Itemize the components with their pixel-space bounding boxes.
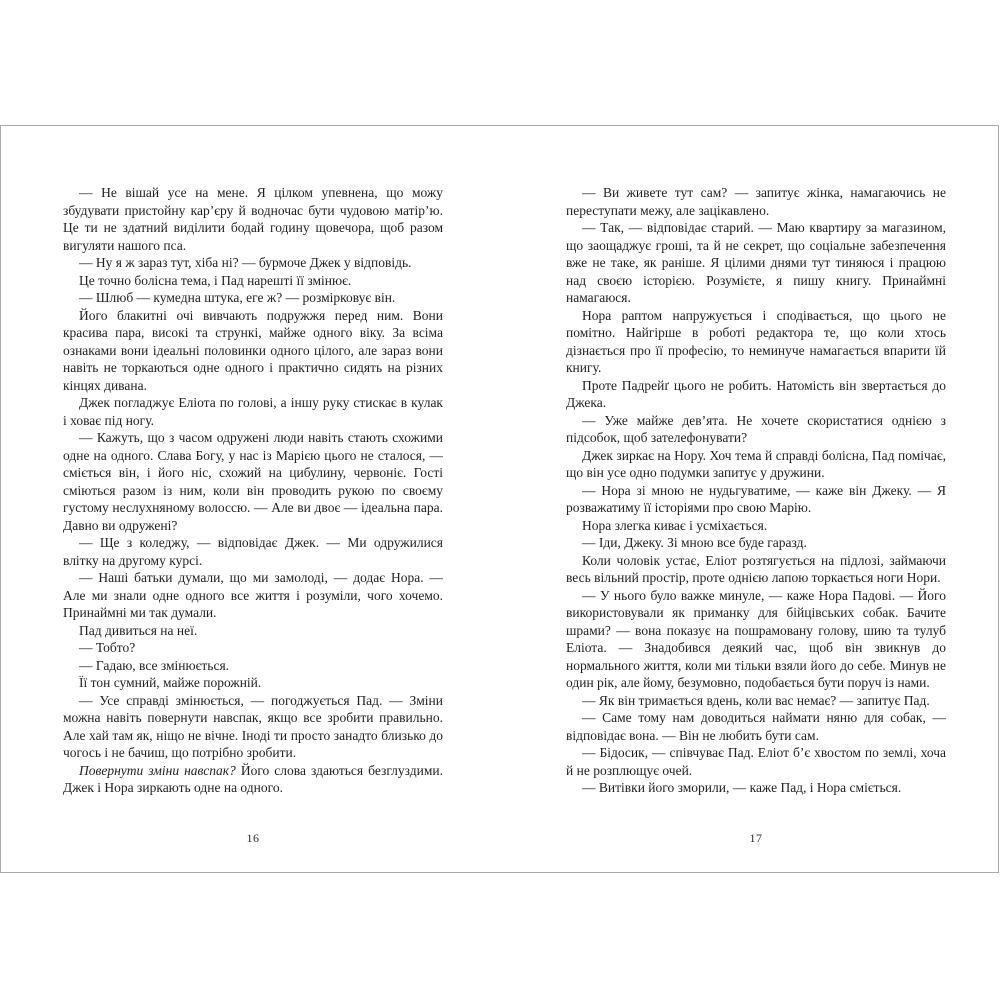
- page-left: [63, 126, 443, 872]
- paragraph: Її тон сумний, майже порожній.: [79, 675, 262, 690]
- paragraph: Проте Падрейґ цього не робить. Натомість він звертається до Джека.: [566, 377, 946, 410]
- paragraph: — Саме тому нам доводиться наймати няню для собак, — відповідає вона. — Він не любить бути сам.: [566, 710, 946, 743]
- paragraph: — Як він тримається вдень, коли вас немає? — запитує Пад.: [582, 692, 930, 708]
- paragraph: — Уже майже дев’ята. Не хочете скористатися однією з підсобок, щоб зателефонувати?: [566, 412, 946, 445]
- paragraph: — У нього було важке минуле, — каже Нора Падові. — Його використовували як приманку для бійцівських собак. Бачите шрами? — вона показує на пошрамовану голову, шию та тулуб Еліота. — Знадобився деякий час, щоб він звикнув до нормального життя, коли ми тільки взяли його до себе. Минув не один рік, але йому, безумовно, подобається бути поруч із нами.: [566, 587, 946, 690]
- paragraph: Це точно болісна тема, і Пад нарешті її змінює.: [79, 272, 352, 288]
- paragraph: — Тобто?: [79, 640, 136, 655]
- paragraph: Джек зиркає на Нору. Хоч тема й справді болісна, Пад помічає, що він усе одно подумки запитує у дружини.: [566, 447, 946, 480]
- paragraph: — Витівки його зморили, — каже Пад, і Нора сміється.: [582, 780, 902, 795]
- paragraph: Коли чоловік устає, Еліот розтягується на підлозі, займаючи весь вільний простір, проте однією лапою торкається ноги Нори.: [566, 552, 946, 585]
- paragraph: Нора злегка киває і усміхається.: [582, 517, 768, 533]
- paragraph: — Ви живете тут сам? — запитує жінка, намагаючись не переступати межу, але зацікавлено.: [566, 185, 946, 218]
- paragraph: — Усе справді змінюється, — погоджується Пад. — Зміни можна навіть повернути навспак, якщо все зробити правильно. Але хай там як, ніщо не вічне. Іноді ти просто занадто близько до чогось і не бачиш, що потрібно зробити.: [63, 692, 443, 760]
- page-right: [566, 126, 946, 872]
- paragraph: — Наші батьки думали, що ми замолоді, — додає Нора. — Але ми знали одне одного все життя і розуміли, чого хочемо. Принаймні ми так думали.: [63, 570, 443, 620]
- paragraph: — Не вішай усе на мене. Я цілком упевнена, що можу збудувати пристойну кар’єру й водночас бути чудовою матір’ю. Це ти не здатний виділити бодай годину щовечора, щоб разом вигуляти нашого пса.: [63, 185, 443, 253]
- paragraph: — Нора зі мною не нудьгуватиме, — каже він Джеку. — Я розважатиму її історіями про свою Марію.: [566, 482, 946, 515]
- italic-lead: Повернути зміни навспак?: [79, 762, 241, 778]
- page-left-text: [63, 184, 443, 797]
- paragraph: Джек погладжує Еліота по голові, а іншу руку стискає в кулак і ховає під ногу.: [63, 395, 443, 428]
- paragraph: Нора раптом напружується і сподівається, що цього не помітно. Найгірше в роботі редактора те, що коли хтось дізнається про її професію, то неминуче намагається впарити їй книгу.: [566, 307, 946, 375]
- paragraph: — Ще з коледжу, — відповідає Джек. — Ми одружилися влітку на другому курсі.: [63, 535, 443, 568]
- paragraph: — Іди, Джеку. Зі мною все буде гаразд.: [582, 535, 807, 550]
- paragraph: — Бідосик, — співчуває Пад. Еліот б’є хвостом по землі, хоча й не розплющує очей.: [566, 745, 946, 778]
- page-number-right: 17: [749, 831, 763, 845]
- page-number-left: 16: [246, 831, 260, 845]
- paragraph: — Гадаю, все змінюється.: [79, 657, 230, 673]
- paragraph: — Так, — відповідає старий. — Маю квартиру за магазином, що заощаджує гроші, та й не секрет, що соціальне забезпечення вже не таке, як раніше. Я цілими днями тут тиняюся і працюю над своєю історією. Розумієте, я пишу книгу. Принаймні намагаюся.: [566, 220, 946, 305]
- paragraph: — Ну я ж зараз тут, хіба ні? — бурмоче Джек у відповідь.: [79, 255, 412, 270]
- paragraph: — Кажуть, що з часом одружені люди навіть стають схожими одне на одного. Слава Богу, у нас із Марією цього не сталося, — сміється він, і його ніс, схожий на цибулину, червоніє. Гості сміються разом із ним, коли він проводить рукою по своєму густому неслухняному волоссю. — Але ви двоє — ідеальна пара. Давно ви одружені?: [63, 430, 443, 533]
- paragraph: Пад дивиться на неї.: [79, 622, 198, 638]
- page-right-text: [566, 184, 946, 797]
- paragraph: Його блакитні очі вивчають подружжя перед ним. Вони красива пара, високі та стрункі, майже одного віку. За всіма ознаками вони ідеальні половинки одного цілого, але зараз вони навіть не торкаються одне одного і практично сидять на різних кінцях дивана.: [63, 307, 443, 393]
- paragraph: Повернути зміни навспак? Його слова здаються безглуздими. Джек і Нора зиркають одне на одного.: [63, 762, 443, 795]
- book-spread: [0, 125, 999, 873]
- paragraph: — Шлюб — кумедна штука, еге ж? — розмірковує він.: [79, 290, 396, 305]
